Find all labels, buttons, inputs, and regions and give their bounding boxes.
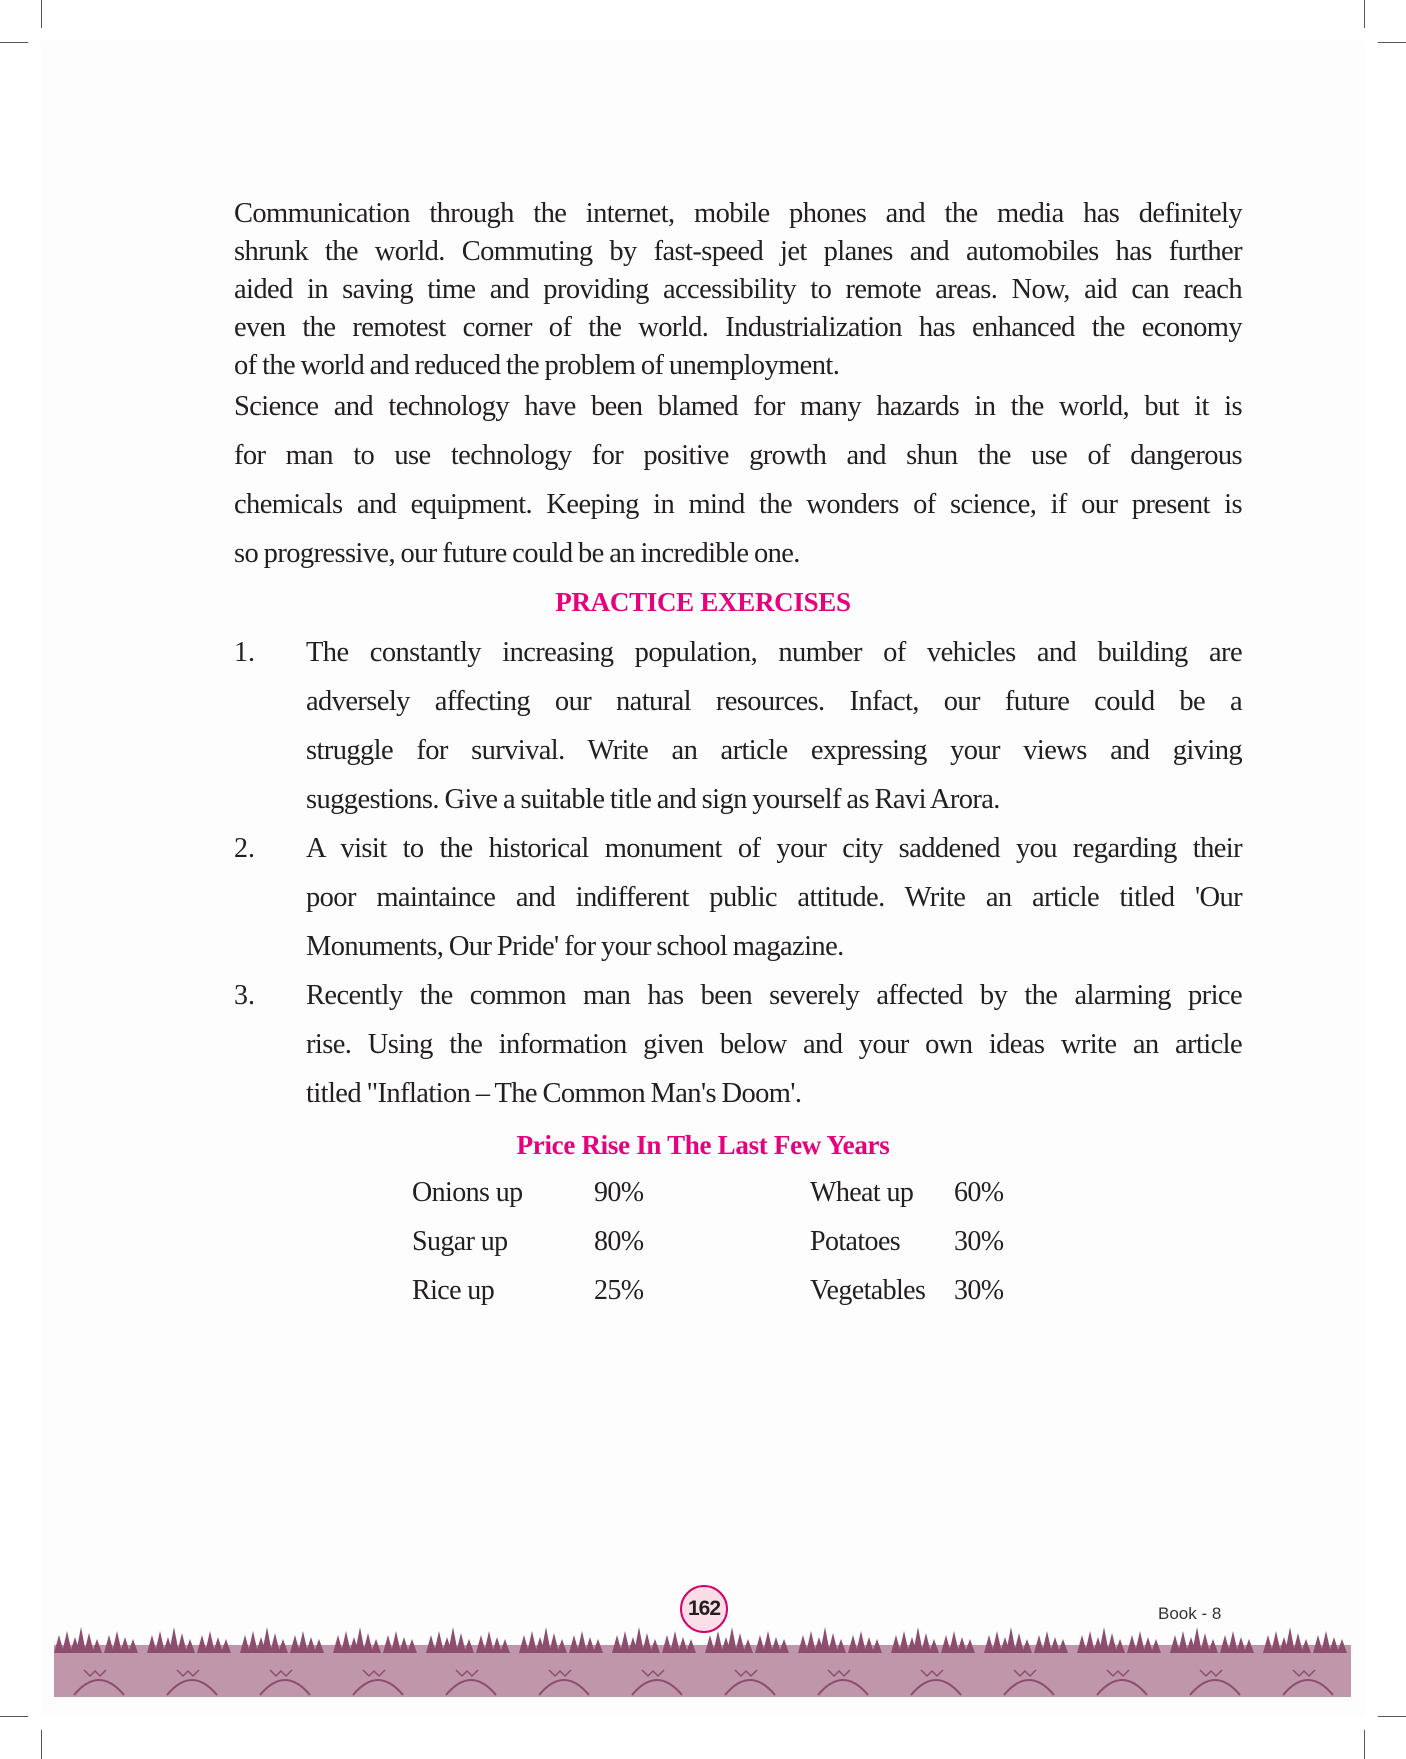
tree-icon [355,1627,365,1653]
tree-icon [383,1635,393,1653]
table-cell: 60% [954,1177,1004,1208]
crop-mark [0,1716,28,1717]
tree-icon [763,1631,773,1653]
table-cell: Wheat up [810,1177,914,1208]
table-cell: 25% [594,1275,644,1306]
text-line: Monuments, Our Pride' for your school magazine. [306,931,844,962]
tree-icon [820,1627,830,1653]
tree-icon [891,1635,901,1653]
tree-icon [828,1633,838,1653]
table-cell: 90% [594,1177,644,1208]
tree-icon [755,1635,765,1653]
table-cell: Vegetables [810,1275,926,1306]
tree-icon [670,1631,680,1653]
tree-icon [1220,1635,1230,1653]
text-line: suggestions. Give a suitable title and sign yourself as Ravi Arora. [306,784,1000,815]
tree-icon [705,1635,715,1653]
tree-icon [434,1631,444,1653]
table-cell: 30% [954,1275,1004,1306]
tree-icon [984,1635,994,1653]
tree-icon [856,1631,866,1653]
tree-icon [941,1635,951,1653]
tree-icon [240,1635,250,1653]
tree-icon [620,1631,630,1653]
table-title: Price Rise In The Last Few Years [516,1130,890,1160]
tree-icon [735,1633,745,1653]
tree-icon [1107,1633,1117,1653]
tree-icon [1293,1633,1303,1653]
crop-mark [1364,1730,1365,1759]
text-line: adversely affecting our natural resources. Infact, our future could be a [306,686,1242,717]
text-line: struggle for survival. Write an article expressing your views and giving [306,735,1242,766]
tree-icon [848,1635,858,1653]
tree-icon [1135,1631,1145,1653]
tree-icon [391,1631,401,1653]
tree-icon [76,1627,86,1653]
text-line: chemicals and equipment. Keeping in mind the wonders of science, if our present is [234,489,1242,520]
crop-mark [41,1730,42,1759]
tree-icon [484,1631,494,1653]
text-line: poor maintaince and indifferent public attitude. Write an article titled 'Our [306,882,1242,913]
tree-icon [1006,1627,1016,1653]
tree-icon [798,1635,808,1653]
crop-mark [1378,1716,1406,1717]
text-line: for man to use technology for positive growth and shun the use of dangerous [234,440,1242,471]
tree-icon [527,1631,537,1653]
tree-icon [1192,1627,1202,1653]
tree-icon [426,1635,436,1653]
tree-icon [1127,1635,1137,1653]
book-label: Book - 8 [1158,1604,1222,1623]
text-line: so progressive, our future could be an incredible one. [234,538,800,569]
tree-icon [577,1631,587,1653]
tree-icon [1042,1631,1052,1653]
tree-icon [612,1635,622,1653]
tree-icon [1099,1627,1109,1653]
tree-icon [333,1635,343,1653]
tree-icon [448,1627,458,1653]
text-line: A visit to the historical monument of your city saddened you regarding their [306,833,1242,864]
tree-icon [899,1631,909,1653]
table-cell: 30% [954,1226,1004,1257]
table-cell: Onions up [412,1177,523,1208]
tree-icon [1178,1631,1188,1653]
tree-icon [169,1627,179,1653]
exercise-number: 3. [234,980,255,1011]
tree-icon [363,1633,373,1653]
tree-icon [1313,1635,1323,1653]
tree-icon [806,1631,816,1653]
tree-icon [541,1627,551,1653]
tree-icon [270,1633,280,1653]
text-line: even the remotest corner of the world. Industrialization has enhanced the economy [234,312,1242,343]
tree-icon [569,1635,579,1653]
tree-icon [1271,1631,1281,1653]
tree-icon [155,1631,165,1653]
crop-mark [1364,0,1365,28]
tree-icon [456,1633,466,1653]
tree-icon [54,1635,64,1653]
tree-icon [549,1633,559,1653]
tree-icon [642,1633,652,1653]
tree-icon [177,1633,187,1653]
tree-icon [992,1631,1002,1653]
exercise-number: 1. [234,637,255,668]
table-cell: Sugar up [412,1226,508,1257]
page-number-badge: 162 [680,1585,728,1633]
tree-icon [248,1631,258,1653]
tree-icon [290,1635,300,1653]
text-line: of the world and reduced the problem of unemployment. [234,350,840,381]
table-cell: 80% [594,1226,644,1257]
text-line: The constantly increasing population, number of vehicles and building are [306,637,1242,668]
tree-icon [84,1633,94,1653]
tree-icon [634,1627,644,1653]
text-line: aided in saving time and providing accessibility to remote areas. Now, aid can reach [234,274,1242,305]
tree-icon [1285,1627,1295,1653]
tree-icon [913,1627,923,1653]
tree-icon [727,1627,737,1653]
table-cell: Rice up [412,1275,495,1306]
tree-icon [1170,1635,1180,1653]
text-line: rise. Using the information given below and your own ideas write an article [306,1029,1242,1060]
tree-icon [112,1631,122,1653]
tree-icon [519,1635,529,1653]
text-line: shrunk the world. Commuting by fast-speed jet planes and automobiles has further [234,236,1242,267]
tree-icon [1200,1633,1210,1653]
tree-icon [62,1631,72,1653]
crop-mark [41,0,42,28]
tree-icon [1085,1631,1095,1653]
crop-mark [0,42,28,43]
tree-icon [262,1627,272,1653]
tree-icon [1321,1631,1331,1653]
tree-icon [476,1635,486,1653]
tree-icon [298,1631,308,1653]
text-line: Science and technology have been blamed for many hazards in the world, but it is [234,391,1242,422]
tree-icon [205,1631,215,1653]
text-line: Recently the common man has been severely affected by the alarming price [306,980,1242,1011]
tree-icon [1077,1635,1087,1653]
tree-icon [341,1631,351,1653]
practice-exercises-heading: PRACTICE EXERCISES [555,587,851,617]
tree-icon [197,1635,207,1653]
text-line: Communication through the internet, mobile phones and the media has definitely [234,198,1242,229]
text-line: titled "Inflation – The Common Man's Doom'. [306,1078,802,1109]
crop-mark [1378,42,1406,43]
tree-icon [1034,1635,1044,1653]
tree-icon [1263,1635,1273,1653]
tree-icon [713,1631,723,1653]
tree-icon [662,1635,672,1653]
exercise-number: 2. [234,833,255,864]
tree-icon [949,1631,959,1653]
tree-icon [147,1635,157,1653]
tree-icon [104,1635,114,1653]
tree-icon [1014,1633,1024,1653]
tree-icon [1228,1631,1238,1653]
tree-icon [921,1633,931,1653]
table-cell: Potatoes [810,1226,901,1257]
